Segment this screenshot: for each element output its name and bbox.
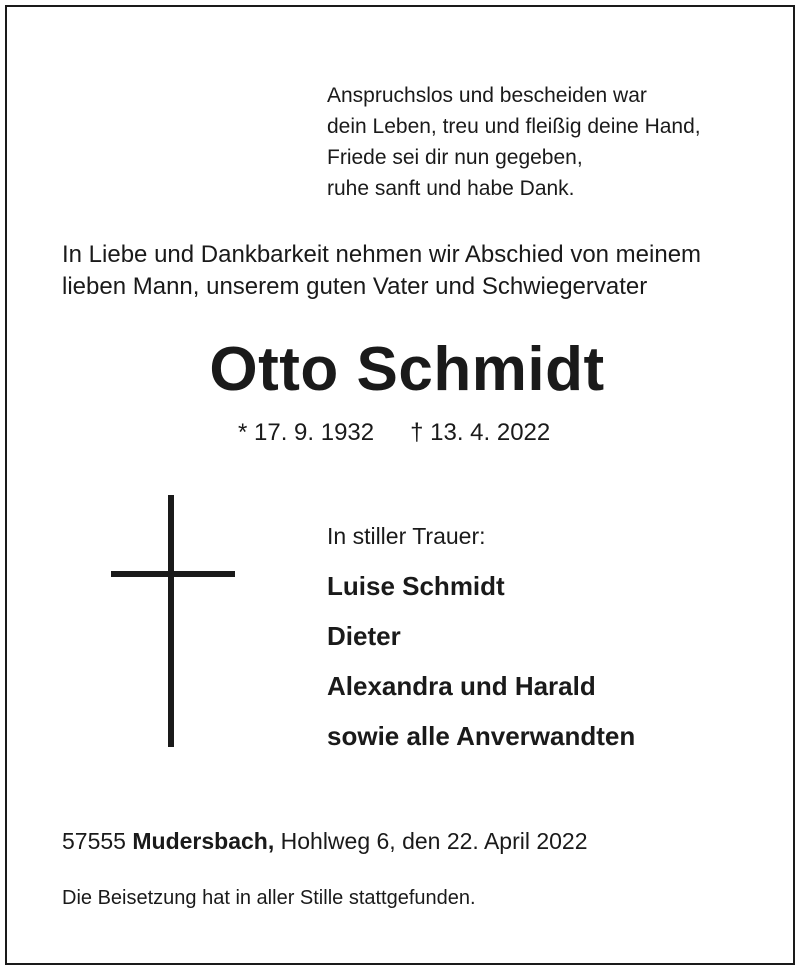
cross-vertical-bar <box>168 495 174 747</box>
notice-frame <box>5 5 795 965</box>
mourner-name: Luise Schmidt <box>327 571 505 601</box>
mourner-name: Alexandra und Harald <box>327 671 596 701</box>
cross-icon <box>111 495 235 747</box>
intro-line: In Liebe und Dankbarkeit nehmen wir Abschied von meinem <box>62 241 702 268</box>
life-dates <box>238 415 550 451</box>
mourners-label: In stiller Trauer: <box>327 523 486 549</box>
intro-line: lieben Mann, unserem guten Vater und Schwiegervater <box>62 273 648 300</box>
poem-line: Anspruchslos und bescheiden war <box>327 84 647 107</box>
town: Mudersbach, <box>132 828 275 854</box>
poem-line: Friede sei dir nun gegeben, <box>327 146 583 169</box>
mourners-block <box>327 517 635 761</box>
death-date: † 13. 4. 2022 <box>410 419 551 446</box>
farewell-intro <box>62 239 701 303</box>
street-and-date: Hohlweg 6, den 22. April 2022 <box>280 828 588 854</box>
birth-date: * 17. 9. 1932 <box>238 419 375 446</box>
poem-line: dein Leben, treu und fleißig deine Hand, <box>327 115 701 138</box>
mourner-name: Dieter <box>327 621 401 651</box>
deceased-name: Otto Schmidt <box>209 335 605 404</box>
postcode: 57555 <box>62 828 126 854</box>
cross-horizontal-bar <box>111 571 235 577</box>
memorial-poem <box>327 80 701 204</box>
burial-note: Die Beisetzung hat in aller Stille stattgefunden. <box>62 887 476 909</box>
poem-line: ruhe sanft und habe Dank. <box>327 177 575 200</box>
mourner-name: sowie alle Anverwandten <box>327 721 636 751</box>
address-line <box>62 823 588 859</box>
